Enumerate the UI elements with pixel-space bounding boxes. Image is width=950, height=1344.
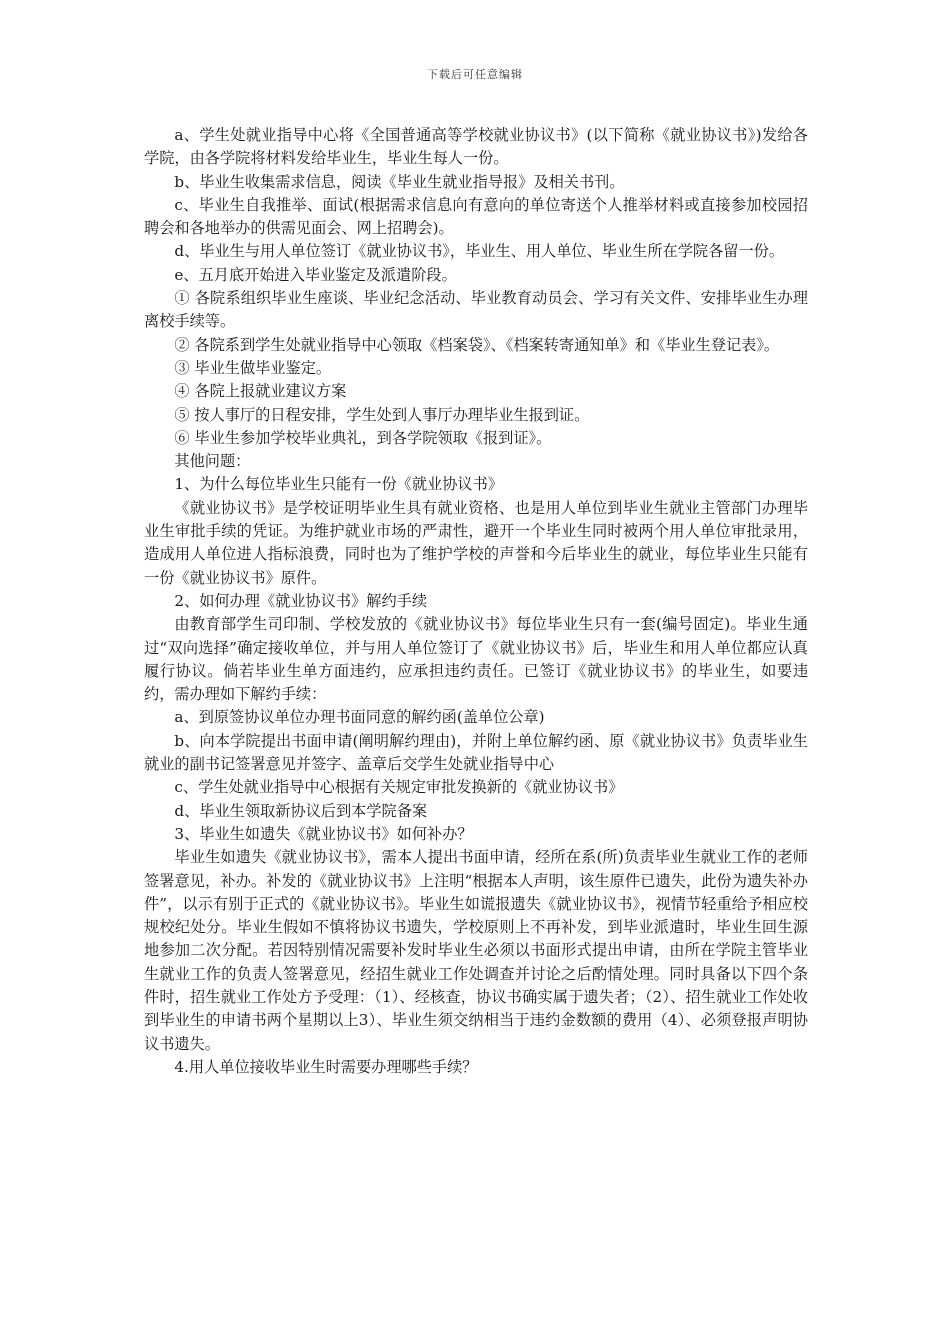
question-3-answer: 毕业生如遗失《就业协议书》，需本人提出书面申请，经所在系(所)负责毕业生就业工作的老师签署意见，补办。补发的《就业协议书》上注明“根据本人声明，该生原件已遗失，此份为遗失补办件”，以示有别于正式的《就业协议书》。毕业生如谎报遗失《就业协议书》，视情节轻重给予相应校规校纪处分。毕业生假如不慎将协议书遗失，学校原则上不再补发，到毕业派遣时，毕业生回生源地参加二次分配。若因特别情况需要补发时毕业生必须以书面形式提出申请，由所在学院主管毕业生就业工作的负责人签署意见，经招生就业工作处调查并讨论之后酌情处理。同时具备以下四个条件时，招生就业工作处方予受理：（1）、经核查，协议书确实属于遗失者；（2）、招生就业工作处收到毕业生的申请书两个星期以上3）、毕业生须交纳相当于违约金数额的费用（4）、必须登报声明协议书遗失。 xyxy=(144,848,808,1053)
paragraph-step-e: e、五月底开始进入毕业鉴定及派遣阶段。 xyxy=(174,265,457,284)
paragraph-step-b: b、毕业生收集需求信息，阅读《毕业生就业指导报》及相关书刊。 xyxy=(174,172,625,191)
paragraph-step-c: c、毕业生自我推举、面试(根据需求信息向有意向的单位寄送个人推举材料或直接参加校园招聘会和各地举办的供需见面会、网上招聘会)。 xyxy=(144,195,808,238)
paragraph-step-a: a、学生处就业指导中心将《全国普通高等学校就业协议书》(以下简称《就业协议书》)发给各学院，由各学院将材料发给毕业生，毕业生每人一份。 xyxy=(144,126,808,168)
paragraph-substep-6: ⑥ 毕业生参加学校毕业典礼，到各学院领取《报到证》。 xyxy=(174,428,552,447)
page-header: 下载后可任意编辑 xyxy=(427,68,523,81)
paragraph-step-d: d、毕业生与用人单位签订《就业协议书》，毕业生、用人单位、毕业生所在学院各留一份。 xyxy=(174,242,785,261)
heading-other-questions: 其他问题： xyxy=(174,452,251,471)
cancel-step-c: c、学生处就业指导中心根据有关规定审批发换新的《就业协议书》 xyxy=(174,778,624,797)
paragraph-substep-4: ④ 各院上报就业建议方案 xyxy=(174,382,347,401)
paragraph-substep-3: ③ 毕业生做毕业鉴定。 xyxy=(174,358,332,377)
question-1-heading: 1、为什么每位毕业生只能有一份《就业协议书》 xyxy=(174,475,503,494)
cancel-step-a: a、到原签协议单位办理书面同意的解约函(盖单位公章) xyxy=(174,708,545,727)
question-2-answer: 由教育部学生司印制、学校发放的《就业协议书》每位毕业生只有一套(编号固定)。毕业生通过“双向选择”确定接收单位，并与用人单位签订了《就业协议书》后，毕业生和用人单位都应认真履行协议。倘若毕业生单方面违约，应承担违约责任。已签订《就业协议书》的毕业生，如要违约，需办理如下解约手续： xyxy=(144,615,808,704)
paragraph-substep-5: ⑤ 按人事厅的日程安排，学生处到人事厅办理毕业生报到证。 xyxy=(174,405,590,424)
cancel-step-d: d、毕业生领取新协议后到本学院备案 xyxy=(174,801,428,820)
document-body xyxy=(144,124,808,1079)
question-4-heading: 4.用人单位接收毕业生时需要办理哪些手续？ xyxy=(174,1057,478,1076)
question-2-heading: 2、如何办理《就业协议书》解约手续 xyxy=(174,591,428,610)
question-1-answer: 《就业协议书》是学校证明毕业生具有就业资格、也是用人单位到毕业生就业主管部门办理毕业生审批手续的凭证。为维护就业市场的严肃性，避开一个毕业生同时被两个用人单位审批录用，造成用人单位进人指标浪费，同时也为了维护学校的声誉和今后毕业生的就业，每位毕业生只能有一份《就业协议书》原件。 xyxy=(144,498,808,587)
paragraph-substep-2: ② 各院系到学生处就业指导中心领取《档案袋》、《档案转寄通知单》和《毕业生登记表》。 xyxy=(174,335,780,354)
paragraph-substep-1: ① 各院系组织毕业生座谈、毕业纪念活动、毕业教育动员会、学习有关文件、安排毕业生办理离校手续等。 xyxy=(144,289,808,331)
cancel-step-b: b、向本学院提出书面申请(阐明解约理由)，并附上单位解约函、原《就业协议书》负责毕业生就业的副书记签署意见并签字、盖章后交学生处就业指导中心 xyxy=(144,731,808,774)
question-3-heading: 3、毕业生如遗失《就业协议书》如何补办？ xyxy=(174,824,473,843)
